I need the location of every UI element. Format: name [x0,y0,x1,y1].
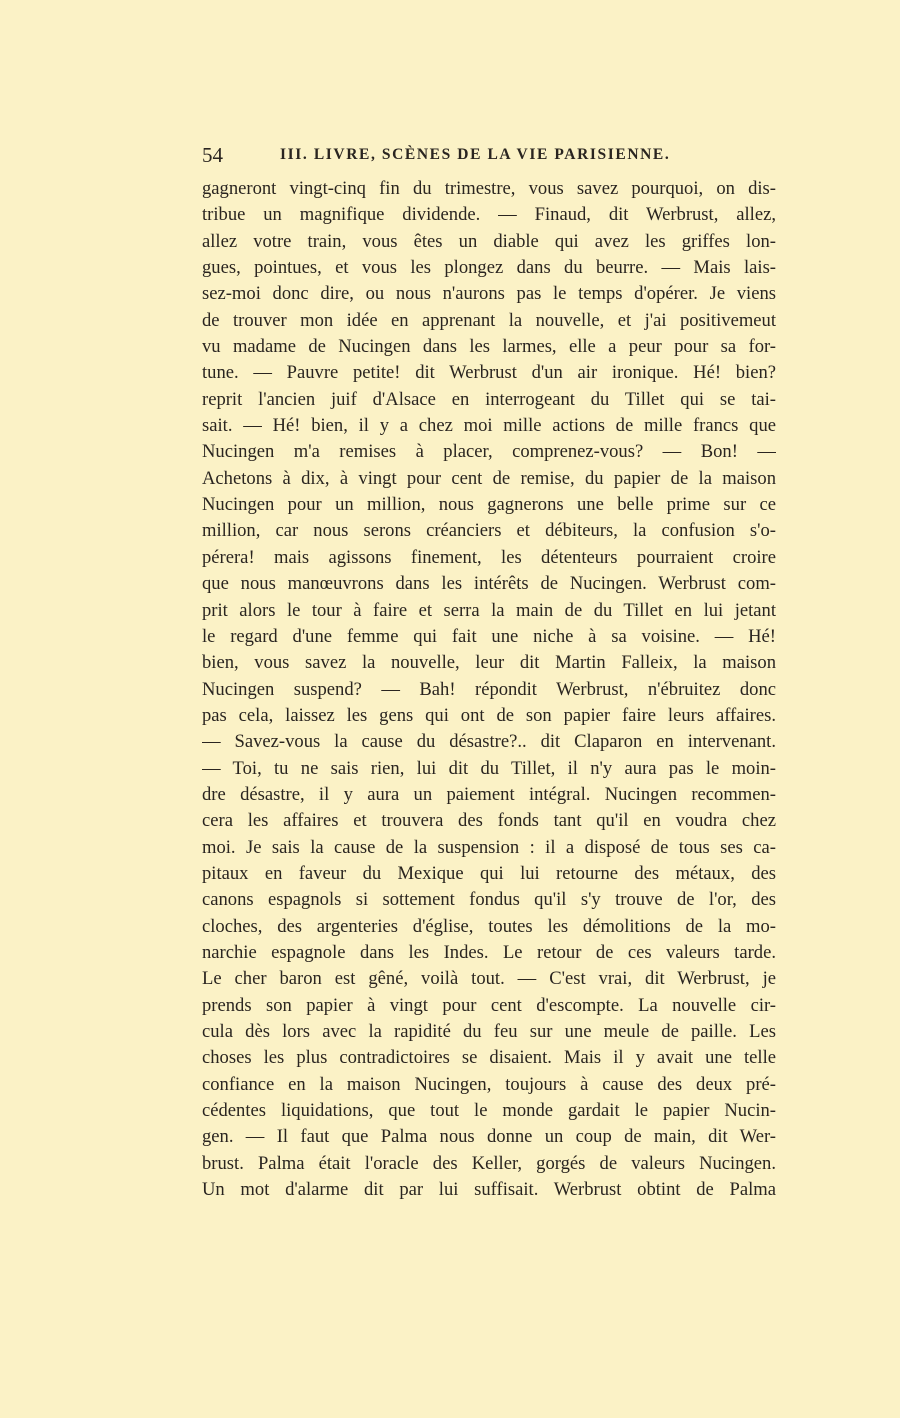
text-line: Achetons à dix, à vingt pour cent de remise, du papier de la maison [202,467,776,489]
text-line: pas cela, laissez les gens qui ont de son papier faire leurs affaires. [202,704,776,726]
text-line: sez-moi donc dire, ou nous n'aurons pas le temps d'opérer. Je viens [202,283,776,305]
text-line: prends son papier à vingt pour cent d'escompte. La nouvelle cir- [202,994,776,1016]
text-line: bien, vous savez la nouvelle, leur dit Martin Falleix, la maison [202,652,776,674]
text-line: que nous manœuvrons dans les intérêts de Nucingen. Werbrust com- [202,573,776,595]
text-line: gues, pointues, et vous les plongez dans du beurre. — Mais lais- [202,257,776,279]
text-line: Nucingen m'a remises à placer, comprenez-vous? — Bon! — [202,441,776,463]
text-line: brust. Palma était l'oracle des Keller, gorgés de valeurs Nucingen. [202,1152,776,1174]
text-line: dre désastre, il y aura un paiement intégral. Nucingen recommen- [202,783,776,805]
text-line: — Toi, tu ne sais rien, lui dit du Tillet, il n'y aura pas le moin- [202,757,776,779]
text-line: confiance en la maison Nucingen, toujours à cause des deux pré- [202,1073,776,1095]
text-line: Nucingen suspend? — Bah! répondit Werbrust, n'ébruitez donc [202,678,776,700]
text-line: pérera! mais agissons finement, les détenteurs pourraient croire [202,546,776,568]
page-header [202,143,776,171]
text-line: cloches, des argenteries d'église, toutes les démolitions de la mo- [202,915,776,937]
text-line: cula dès lors avec la rapidité du feu sur une meule de paille. Les [202,1021,776,1042]
text-line: cera les affaires et trouvera des fonds tant qu'il en voudra chez [202,810,776,832]
text-line: narchie espagnole dans les Indes. Le retour de ces valeurs tarde. [202,941,776,963]
text-line: Le cher baron est gêné, voilà tout. — C'est vrai, dit Werbrust, je [202,968,776,990]
text-line: reprit l'ancien juif d'Alsace en interrogeant du Tillet qui se tai- [202,388,776,410]
text-line: cédentes liquidations, que tout le monde gardait le papier Nucin- [202,1100,776,1122]
text-line: Nucingen pour un million, nous gagnerons une belle prime sur ce [202,494,776,516]
text-line: moi. Je sais la cause de la suspension : il a disposé de tous ses ca- [202,836,776,858]
text-line: pitaux en faveur du Mexique qui lui retourne des métaux, des [202,862,776,884]
text-line: vu madame de Nucingen dans les larmes, elle a peur pour sa for- [202,336,776,358]
body-text [202,176,776,1203]
text-line: million, car nous serons créanciers et débiteurs, la confusion s'o- [202,520,776,542]
page-number: 54 [202,143,223,167]
text-line: de trouver mon idée en apprenant la nouvelle, et j'ai positivemeut [202,309,776,331]
text-line: choses les plus contradictoires se disaient. Mais il y avait une telle [202,1047,776,1069]
running-title: III. LIVRE, SCÈNES DE LA VIE PARISIENNE. [280,146,671,163]
text-line: le regard d'une femme qui fait une niche à sa voisine. — Hé! [202,625,776,647]
text-line: prit alors le tour à faire et serra la main de du Tillet en lui jetant [202,599,776,621]
text-line: gen. — Il faut que Palma nous donne un coup de main, dit Wer- [202,1126,776,1148]
text-line: tune. — Pauvre petite! dit Werbrust d'un air ironique. Hé! bien? [202,362,776,384]
text-line: sait. — Hé! bien, il y a chez moi mille actions de mille francs que [202,415,776,437]
text-line: allez votre train, vous êtes un diable qui avez les griffes lon- [202,230,776,252]
text-line: tribue un magnifique dividende. — Finaud, dit Werbrust, allez, [202,204,776,226]
text-line: gagneront vingt-cinq fin du trimestre, vous savez pourquoi, on dis- [202,178,776,199]
text-line: canons espagnols si sottement fondus qu'il s'y trouve de l'or, des [202,889,776,911]
text-line: Un mot d'alarme dit par lui suffisait. Werbrust obtint de Palma [202,1179,776,1201]
text-line: — Savez-vous la cause du désastre?.. dit Claparon en intervenant. [202,731,776,753]
